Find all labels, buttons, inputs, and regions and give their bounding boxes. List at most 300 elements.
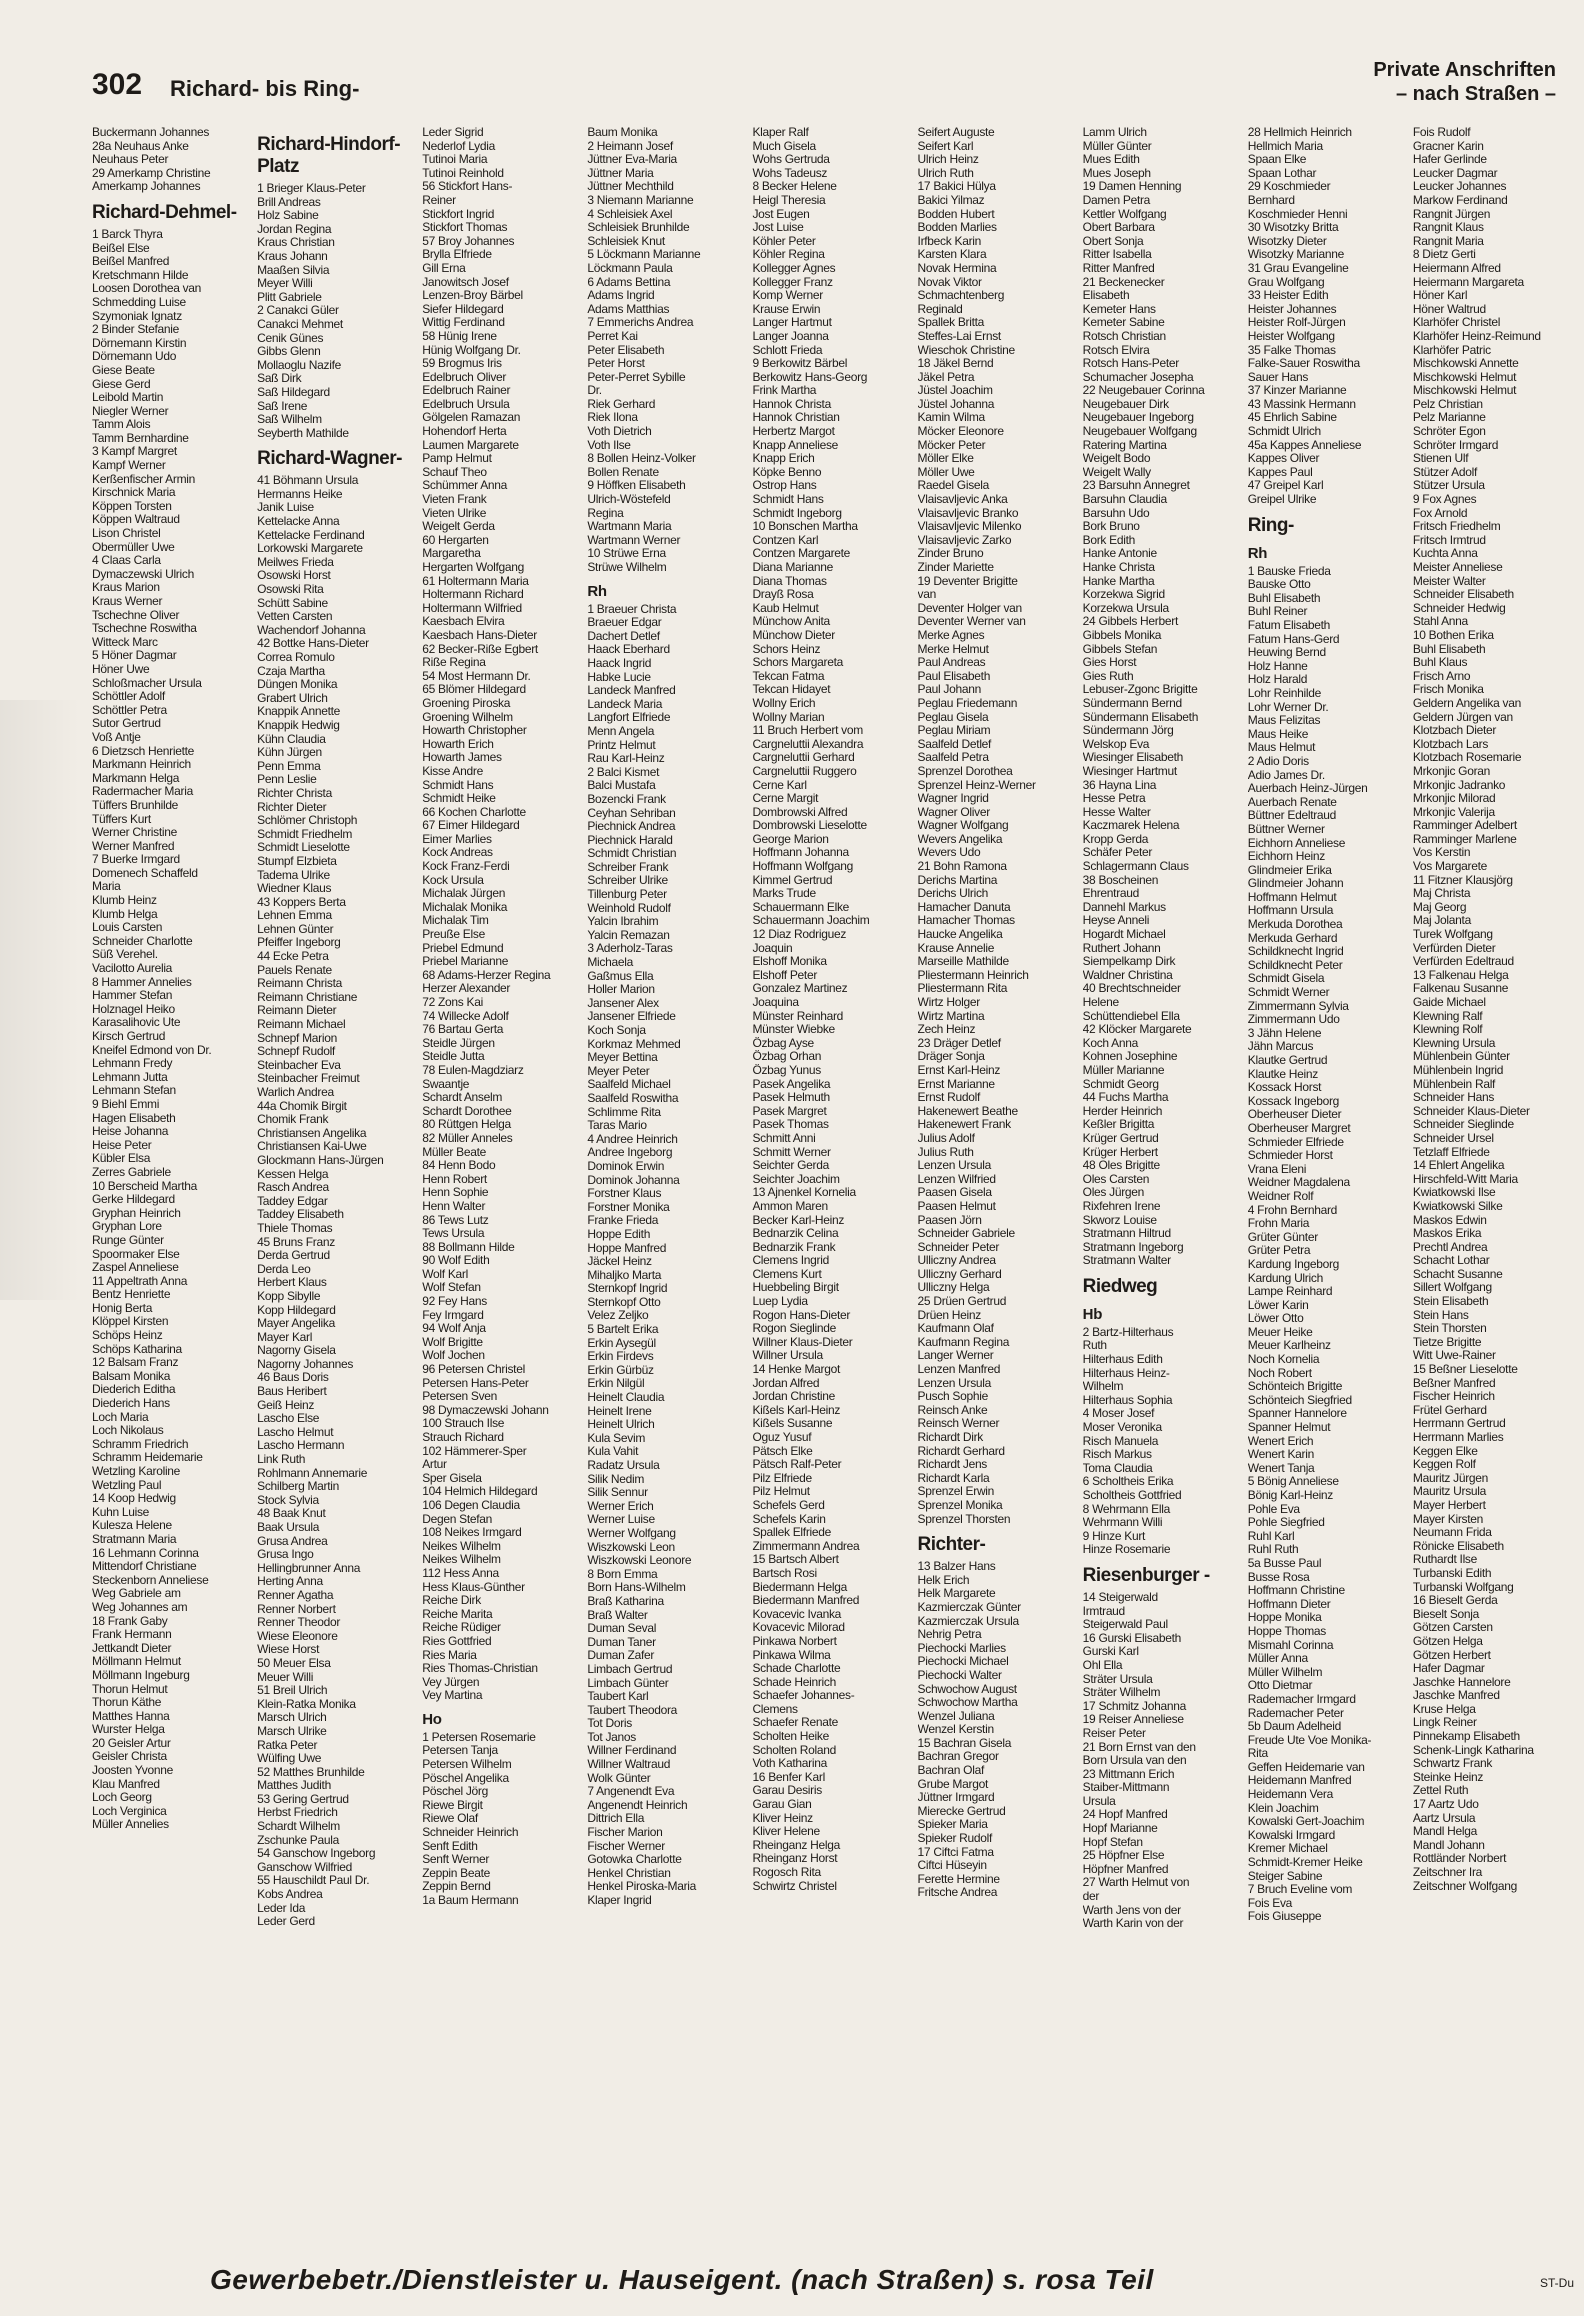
resident-entry: Herrmann Marlies [1412,1431,1504,1444]
resident-entry: 2 Bartz-Hilterhaus [1082,1325,1174,1339]
resident-entry: 67 Eimer Hildegard [422,819,520,833]
resident-entry: Hakenewert Frank [917,1118,1011,1132]
resident-entry: Priebel Marianne [422,955,509,969]
resident-entry: Riewe Olaf [422,1812,478,1826]
resident-entry: 4 Schleisiek Axel [587,207,673,221]
resident-entry: Kaufmann Olaf [917,1322,994,1336]
resident-entry: Marsch Ulrike [257,1724,327,1738]
resident-entry: Barsuhn Udo [1082,506,1150,520]
resident-entry: 17 Ciftci Fatma [917,1845,994,1859]
resident-entry: Schmidt Ingeborg [752,506,842,520]
resident-entry: Saß Dirk [257,372,302,386]
resident-entry: Heiermann Margareta [1412,275,1524,289]
resident-entry: Lenzen Ursula [917,1159,992,1173]
resident-entry: Kißels Karl-Heinz [752,1403,841,1417]
resident-entry: 46 Baus Doris [257,1371,329,1385]
resident-entry: Pasek Angelika [752,1077,831,1091]
resident-entry: 14 Henke Margot [752,1363,840,1377]
resident-entry: Meyer Willi [257,277,313,291]
resident-entry: Klewning Rolf [1412,1023,1483,1037]
resident-entry: Taubert Theodora [587,1703,678,1717]
resident-entry: Jordan Regina [257,222,332,236]
resident-entry: Müller Marianne [1082,1063,1165,1077]
resident-entry: Derichs Ulrich [917,887,989,901]
resident-entry: Seichter Gerda [752,1159,829,1173]
resident-entry: Penn Emma [257,759,321,773]
resident-entry: Gryphan Lore [92,1220,162,1234]
resident-entry: Schilberg Martin [257,1480,340,1494]
resident-entry: Huebbeling Birgit [752,1281,839,1295]
resident-entry: Korzekwa Sigrid [1082,588,1165,602]
resident-entry: Höner Karl [1412,289,1468,303]
resident-entry: Sprenzel Monika [917,1498,1003,1512]
resident-entry: Wohs Tadeusz [752,166,828,180]
resident-entry: Jüttner Irmgard [917,1791,995,1805]
resident-entry: 28a Neuhaus Anke [92,139,189,153]
column-6 [918,126,1071,2256]
resident-entry: Kappes Oliver [1247,452,1320,466]
resident-entry: Schloßmacher Ursula [92,676,202,690]
resident-entry: Lehmann Jutta [92,1070,168,1084]
resident-entry: Maj Christa [1412,887,1471,901]
resident-entry: Schöps Katharina [92,1342,182,1356]
resident-entry: Lascho Helmut [257,1425,334,1439]
resident-entry: Helk Erich [917,1573,970,1587]
resident-entry: Waldner Christina [1082,968,1173,982]
resident-entry: Gurski Karl [1082,1645,1139,1659]
resident-entry: 1 Bauske Frieda [1247,564,1331,578]
resident-entry: Knapp Anneliese [752,438,839,452]
resident-entry: Schenk-Lingk Katharina [1412,1743,1534,1757]
resident-entry: 21 Born Ernst van den [1082,1740,1196,1754]
resident-entry: 29 Koschmieder [1247,180,1331,194]
resident-entry: Hoffmann Wolfgang [752,860,853,874]
resident-entry: Schöps Heinz [92,1329,163,1343]
resident-entry: Erkin Gürbüz [587,1363,654,1377]
resident-entry: Voß Antje [92,730,141,744]
resident-entry: Cerne Karl [752,778,807,792]
resident-entry: Münster Wiebke [752,1023,835,1037]
resident-entry: Werner Christine [92,826,178,840]
resident-entry: Wisotzky Dieter [1247,234,1327,248]
resident-entry: Schmidt Hans [752,493,824,507]
resident-entry: Meyer Bettina [587,1051,658,1065]
resident-entry: 23 Barsuhn Annegret [1082,479,1190,493]
resident-entry: Schütt Sabine [257,596,328,610]
resident-entry: Heister Rolf-Jürgen [1247,316,1346,330]
resident-entry: Ritter Isabella [1082,248,1152,262]
resident-entry: Jäkel Petra [917,370,975,384]
resident-entry: Möcker Eleonore [917,425,1004,439]
resident-entry: Meilwes Frieda [257,555,334,569]
resident-entry: Sprenzel Erwin [917,1485,995,1499]
resident-entry: Schaefer Johannes- [752,1689,855,1703]
resident-entry: Ries Thomas-Christian [422,1662,538,1676]
resident-entry: Fritsch Friedhelm [1412,520,1501,534]
resident-entry: Höner Uwe [92,662,150,676]
resident-entry: Duman Seval [587,1622,657,1636]
resident-entry: Fey Irmgard [422,1308,484,1322]
resident-entry: 9 Fox Agnes [1412,493,1477,507]
resident-entry: Frisch Arno [1412,669,1471,683]
resident-entry: 23 Mittmann Erich [1082,1767,1175,1781]
resident-entry: Paasen Helmut [917,1199,996,1213]
resident-entry: Witt Uwe-Rainer [1412,1349,1496,1363]
resident-entry: Krause Annelie [917,941,995,955]
resident-entry: Oguz Yusuf [752,1431,812,1444]
resident-entry: Lohr Werner Dr. [1247,700,1329,714]
resident-entry: Diana Thomas [752,574,827,588]
district-heading: Hb [1082,1305,1103,1323]
resident-entry: Novak Viktor [917,275,982,289]
resident-entry: Riek Ilona [587,411,638,425]
resident-entry: Pasek Helmuth [752,1091,830,1105]
resident-entry: Reimann Dieter [257,1004,337,1018]
resident-entry: Heigl Theresia [752,193,826,207]
resident-entry: Schleisiek Brunhilde [587,221,690,235]
resident-entry: Scholten Heike [752,1730,829,1744]
resident-entry: Hagen Elisabeth [92,1111,176,1125]
resident-entry: Fois Giuseppe [1247,1910,1322,1924]
resident-entry: Reiche Dirk [422,1594,481,1608]
resident-entry: Kovacevic Ivanka [752,1607,842,1621]
resident-entry: Tillenburg Peter [587,888,667,902]
resident-entry: Ramminger Marlene [1412,832,1517,846]
resident-entry: Klotzbach Lars [1412,737,1489,751]
resident-entry: Mischkowski Helmut [1412,384,1517,398]
resident-entry: Kirsch Gertrud [92,1030,166,1043]
resident-entry: 2 Binder Stefanie [92,323,179,337]
resident-entry: Meister Anneliese [1412,561,1503,574]
resident-entry: Jaschke Hannelore [1412,1675,1511,1689]
resident-entry: Vey Jürgen [422,1675,480,1689]
resident-entry: Fox Arnold [1412,506,1468,520]
resident-entry: Wolf Karl [422,1267,468,1281]
resident-entry: Schmitt Anni [752,1131,816,1145]
resident-entry: Kardung Ingeborg [1247,1257,1340,1271]
resident-entry: Radermacher Maria [92,785,193,799]
resident-entry: Saß Hildegard [257,385,330,399]
resident-entry: Gibbels Monika [1082,628,1162,642]
resident-entry: Möller Elke [917,452,974,466]
resident-entry: Voth Ilse [587,438,631,452]
resident-entry: Seichter Joachim [752,1172,840,1186]
resident-entry: Domenech Schaffeld [92,866,198,880]
resident-entry: Zimmermann Andrea [752,1539,860,1553]
resident-entry: Gotowka Charlotte [587,1853,682,1867]
resident-entry: 6 Dietzsch Henriette [92,744,195,758]
resident-entry: Oles Carsten [1082,1172,1150,1186]
resident-entry: 104 Helmich Hildegard [422,1485,538,1499]
resident-entry: Kessen Helga [257,1167,329,1181]
resident-entry: Piechocki Michael [917,1655,1009,1669]
resident-entry: Gerke Hildegard [92,1193,175,1207]
resident-entry: Langer Hartmut [752,316,832,330]
resident-entry: Ulliczny Andrea [917,1254,996,1268]
resident-entry: 44a Chomik Birgit [257,1099,347,1113]
resident-entry: Heidemann Manfred [1247,1774,1352,1788]
resident-entry: Zinder Bruno [917,547,984,561]
resident-entry: Rotsch Hans-Peter [1082,357,1179,371]
resident-entry: Dräger Sonja [917,1050,985,1064]
resident-entry: Wolf Jochen [422,1349,485,1363]
resident-entry: Zimmermann Udo [1247,1013,1340,1027]
resident-entry: Mauritz Jürgen [1412,1471,1489,1485]
resident-entry: 19 Reiser Anneliese [1082,1713,1184,1727]
footer-code: ST-Du [1539,2276,1574,2290]
resident-entry: Mühlenbein Ralf [1412,1077,1496,1091]
resident-entry: Hohendorf Herta [422,425,507,439]
resident-entry: Steinke Heinz [1412,1770,1484,1784]
resident-entry: Mayer Kirsten [1412,1512,1483,1526]
resident-entry: 62 Becker-Riße Egbert [422,642,538,656]
resident-entry: Schlimme Rita [587,1105,661,1119]
resident-entry: Fois Eva [1247,1896,1293,1910]
resident-entry: Steiger Sabine [1247,1869,1323,1883]
resident-entry: Schefels Gerd [752,1498,825,1512]
resident-entry: Jaschke Manfred [1412,1689,1500,1703]
resident-entry: Pöschel Angelika [422,1771,509,1785]
resident-entry: Wittig Ferdinand [422,316,505,330]
resident-entry: Kwiatkowski Silke [1412,1199,1503,1213]
resident-entry: Kampf Werner [92,459,166,473]
resident-entry: Fritsch Irmtrud [1412,533,1486,547]
resident-entry: Ries Maria [422,1648,477,1662]
resident-entry: Münchow Anita [752,615,830,629]
resident-entry: Pliestermann Rita [917,982,1008,996]
resident-entry: Lampe Reinhard [1247,1285,1333,1299]
resident-entry: Neugebauer Wolfgang [1082,425,1197,439]
resident-entry: Welskop Eva [1082,737,1150,751]
resident-entry: Tekcan Fatma [752,669,825,683]
resident-entry: 7 Bruch Eveline vom [1247,1883,1353,1897]
resident-entry: Schmieder Horst [1247,1149,1333,1163]
resident-entry: Tetzlaff Elfriede [1412,1145,1490,1159]
resident-entry: 42 Klöcker Margarete [1082,1023,1192,1037]
resident-entry: Wehrmann Willi [1082,1516,1163,1530]
resident-entry: Fatum Hans-Gerd [1247,632,1340,646]
resident-entry: Heinelt Irene [587,1404,652,1418]
resident-entry: 6 Adams Bettina [587,275,671,289]
resident-entry: Wollny Erich [752,696,816,710]
resident-entry: Wagner Wolfgang [917,819,1009,833]
resident-entry: 16 Gurski Elisabeth [1082,1631,1182,1645]
resident-entry: Pinkawa Norbert [752,1634,837,1648]
resident-entry: Holtermann Richard [422,588,524,602]
resident-entry: 8 Dietz Gerti [1412,248,1476,262]
resident-entry: Mauritz Ursula [1412,1485,1487,1499]
resident-entry: 53 Gering Gertrud [257,1792,349,1806]
resident-entry: Loch Verginica [92,1804,167,1818]
resident-entry: Turek Wolfgang [1412,928,1493,942]
column-2 [257,126,410,2256]
resident-entry: Habke Lucie [587,670,651,684]
resident-entry: Silik Nedim [587,1472,645,1486]
resident-entry: Christiansen Angelika [257,1126,367,1140]
resident-entry: Pelz Marianne [1412,411,1486,425]
resident-entry: Haucke Angelika [917,928,1003,942]
section-title-line2: – nach Straßen – [1395,83,1556,105]
resident-entry: Paasen Gisela [917,1186,992,1200]
resident-entry: Wohs Gertruda [752,153,830,167]
resident-entry: Bednarzik Celina [752,1227,839,1241]
resident-entry: Oberheuser Dieter [1247,1108,1342,1122]
resident-entry: Schmidt-Kremer Heike [1247,1856,1363,1870]
resident-entry: 61 Holtermann Maria [422,574,529,588]
resident-entry: Eichhorn Heinz [1247,850,1325,864]
resident-entry: Leucker Dagmar [1412,166,1498,180]
resident-entry: Leder Ida [257,1901,306,1915]
resident-entry: Hoffmann Helmut [1247,890,1337,904]
resident-entry: 2 Heimann Josef [587,139,673,153]
resident-entry: Zschunke Paula [257,1833,339,1847]
resident-entry: Dittrich Ella [587,1812,645,1826]
resident-entry: Kraus Johann [257,249,328,263]
resident-entry: Biedermann Helga [752,1580,848,1594]
resident-entry: Götzen Herbert [1412,1648,1491,1662]
resident-entry: Steffes-Lai Ernst [917,329,1001,343]
resident-entry: Zeitschner Wolfgang [1412,1879,1518,1893]
resident-entry: Scholtheis Gottfried [1082,1489,1182,1502]
resident-entry: 36 Hayna Lina [1082,778,1157,792]
resident-entry: Staiber-Mittmann [1082,1781,1170,1795]
resident-entry: Schaefer Renate [752,1716,838,1730]
resident-entry: Hilterhaus Edith [1082,1353,1163,1367]
resident-entry: Pohle Siegfried [1247,1516,1325,1530]
resident-entry: Vacilotto Aurelia [92,962,173,976]
resident-entry: 5 Löckmann Marianne [587,248,701,262]
resident-entry: 16 Bieselt Gerda [1412,1594,1498,1608]
resident-entry: Ganschow Wilfried [257,1860,353,1874]
resident-entry: Heinelt Claudia [587,1391,665,1405]
district-heading: Rh [1247,544,1268,562]
resident-entry: Sauer Hans [1247,370,1309,384]
resident-entry: Tüffers Brunhilde [92,798,179,812]
resident-entry: Willner Ursula [752,1349,823,1363]
resident-entry: Wagner Ingrid [917,792,989,806]
resident-entry: Deventer Holger van [917,601,1022,615]
resident-entry: Özbag Orhan [752,1050,822,1064]
resident-entry: Forstner Klaus [587,1187,662,1201]
directory-columns [92,126,1566,2256]
resident-entry: Herder Heinrich [1082,1104,1163,1118]
resident-entry: 21 Bohn Ramona [917,860,1007,874]
resident-entry: Lehnen Emma [257,909,332,923]
resident-entry: Schmidt Werner [1247,986,1330,1000]
resident-entry: Loch Georg [92,1791,152,1805]
resident-entry: 11 Bruch Herbert vom [752,724,863,738]
resident-entry: Langer Joanna [752,329,829,343]
resident-entry: Aartz Ursula [1412,1811,1476,1825]
resident-entry: Müller Beate [422,1145,486,1159]
resident-entry: 17 Schmitz Johanna [1082,1699,1186,1713]
resident-entry: Mittendorf Christiane [92,1560,197,1574]
resident-entry: Pinkawa Wilma [752,1648,831,1662]
resident-entry: 15 Beßner Lieselotte [1412,1363,1518,1377]
resident-entry: Reinsch Anke [917,1403,988,1417]
resident-entry: Jüstel Joachim [917,384,993,398]
resident-entry: Oles Jürgen [1082,1186,1145,1200]
resident-entry: Bachran Gregor [917,1750,999,1764]
resident-entry: 9 Hinze Kurt [1082,1529,1146,1543]
resident-entry: 7 Angenendt Eva [587,1785,675,1799]
resident-entry: 12 Diaz Rodriguez [752,928,847,942]
resident-entry: Kruse Helga [1412,1702,1476,1716]
resident-entry: Andree Ingeborg [587,1146,673,1160]
resident-entry: Koschmieder Henni [1247,207,1348,221]
resident-entry: Werner Luise [587,1513,655,1527]
resident-entry: Siefer Hildegard [422,302,504,316]
resident-entry: Schöttler Adolf [92,690,165,704]
resident-entry: Kettelacke Ferdinand [257,528,365,542]
resident-entry: Cargneluttii Alexandra [752,737,864,751]
resident-entry: Münster Reinhard [752,1009,844,1023]
resident-entry: Rogosch Rita [752,1866,821,1879]
resident-entry: Hünig Wolfgang Dr. [422,343,521,357]
resident-entry: Holznagel Heiko [92,1002,175,1016]
resident-entry: Julius Adolf [917,1131,975,1145]
resident-entry: Werner Wolfgang [587,1526,676,1540]
resident-entry: Koch Sonja [587,1024,646,1037]
resident-entry: Steinbacher Eva [257,1058,341,1072]
resident-entry: Balci Mustafa [587,779,656,793]
resident-entry: Reimann Christiane [257,990,358,1004]
resident-entry: Mues Joseph [1082,166,1151,180]
resident-entry: Kemeter Sabine [1082,316,1165,330]
resident-entry: Ulliczny Gerhard [917,1267,1002,1281]
resident-entry: Richardt Dirk [917,1431,983,1444]
resident-entry: Biedermann Manfred [752,1594,860,1608]
resident-entry: Zaspel Anneliese [92,1261,179,1275]
resident-entry: Amerkamp Johannes [92,180,201,194]
resident-entry: Mrkonjic Milorad [1412,792,1496,806]
resident-entry: Neugebauer Ingeborg [1082,411,1194,425]
resident-entry: Bodden Marlies [917,221,997,235]
resident-entry: Klautke Heinz [1247,1067,1318,1081]
resident-entry: Markow Ferdinand [1412,193,1508,207]
column-4 [587,126,740,2256]
resident-entry: Piechnick Andrea [587,820,676,834]
resident-entry: Verfürden Dieter [1412,941,1496,955]
resident-entry: Rönicke Elisabeth [1412,1539,1504,1553]
resident-entry: 8 Born Emma [587,1567,658,1581]
resident-entry: Edelbruch Ursula [422,397,510,411]
resident-entry: Vos Margarete [1412,860,1488,874]
resident-entry: Maus Felizitas [1247,714,1321,728]
resident-entry: Ciftci Hüseyin [917,1859,987,1873]
resident-entry: Schauermann Joachim [752,914,870,928]
resident-entry: Gryphan Heinrich [92,1206,181,1220]
resident-entry: Kock Ursula [422,873,484,887]
resident-entry: Neikes Wilhelm [422,1553,501,1567]
resident-entry: Swaantje [422,1077,470,1091]
resident-entry: Wolf Brigitte [422,1335,483,1349]
resident-entry: Elisabeth [1082,289,1130,303]
resident-entry: Matthes Judith [257,1779,331,1793]
resident-entry: 8 Wehrmann Ella [1082,1502,1170,1516]
resident-entry: Gonzalez Martinez [752,982,848,996]
resident-entry: Busse Rosa [1247,1570,1310,1584]
resident-entry: Witteck Marc [92,635,158,649]
resident-entry: 92 Fey Hans [422,1295,487,1309]
resident-entry: Meister Walter [1412,574,1486,588]
resident-entry: Heise Peter [92,1138,152,1152]
resident-entry: 31 Grau Evangeline [1247,261,1349,275]
resident-entry: Ruhl Ruth [1247,1543,1299,1557]
street-heading: Riedweg [1082,1275,1158,1297]
resident-entry: Peglau Miriam [917,724,991,738]
resident-entry: Irfbeck Karin [917,234,982,248]
